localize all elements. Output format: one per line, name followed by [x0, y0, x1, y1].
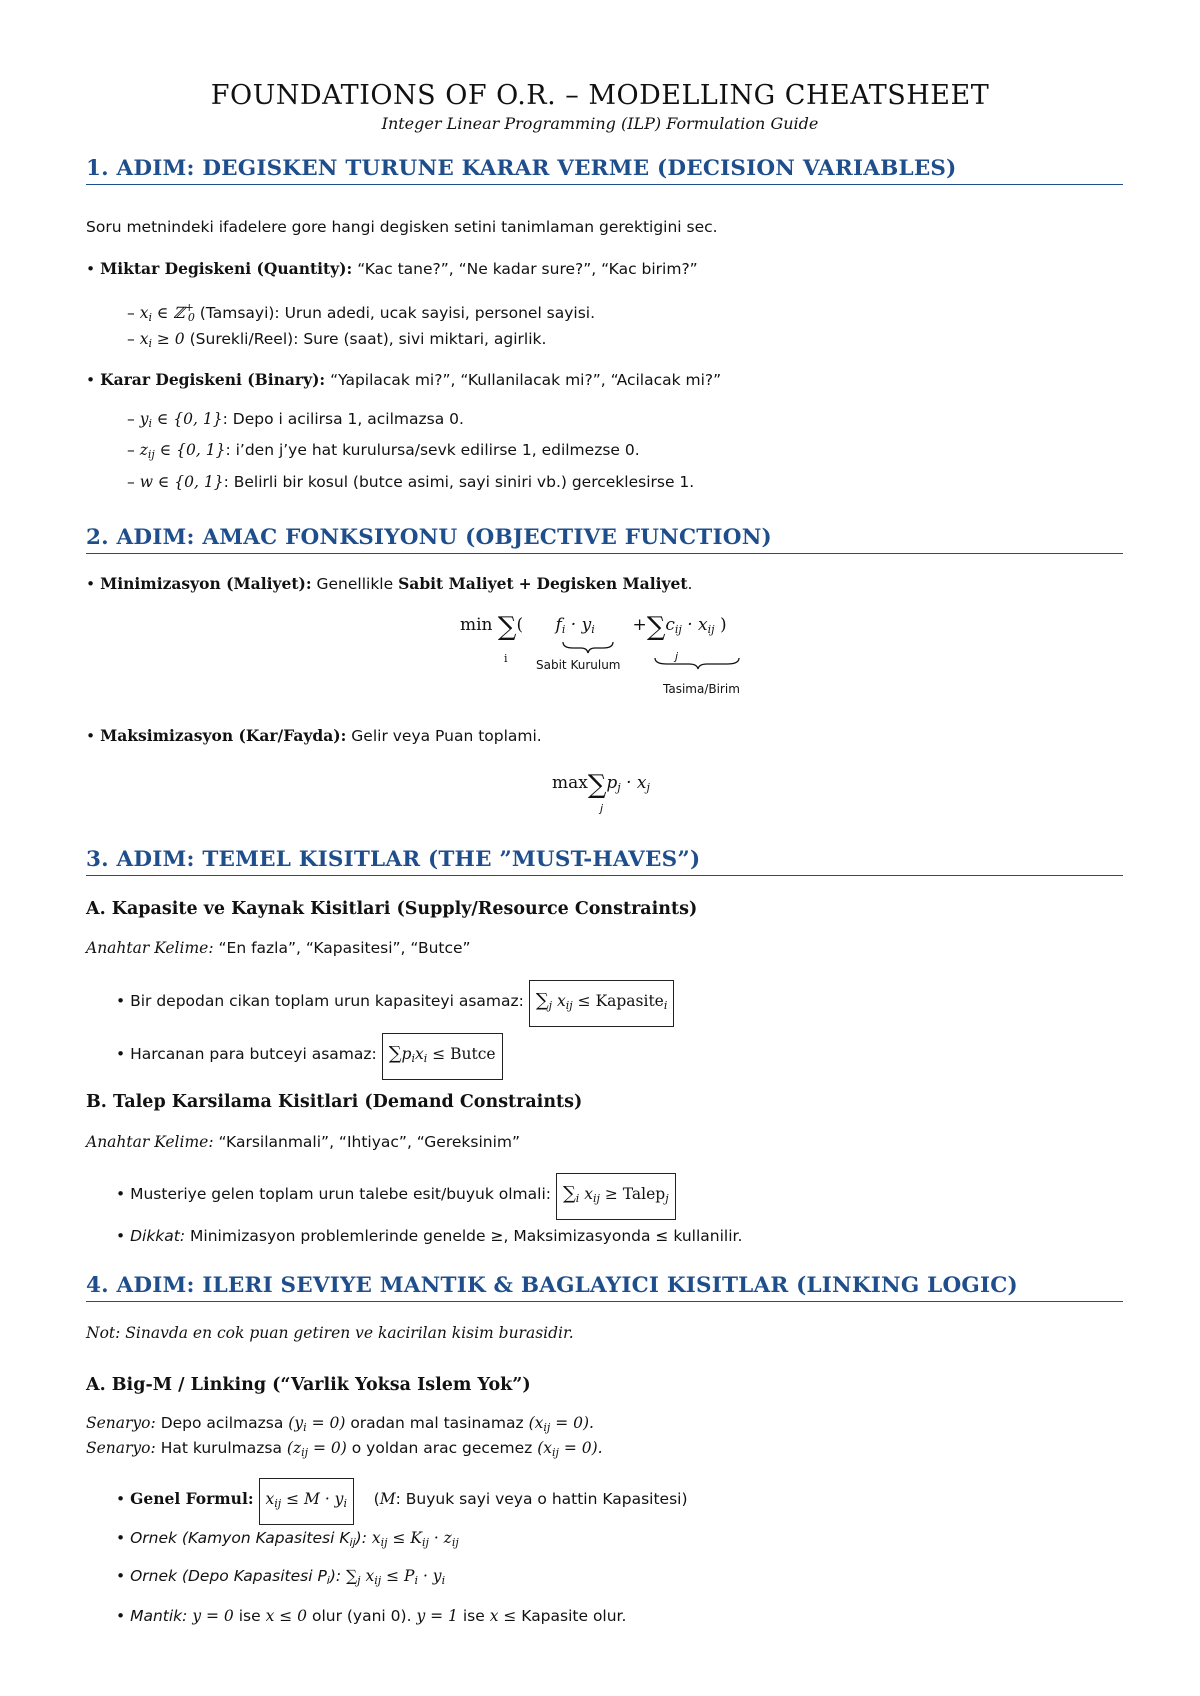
- binary-zij-desc: : i’den j’ye hat kurulursa/sevk edilirse 1, edilmezse 0.: [225, 441, 640, 459]
- capacity-keyword-values: “En fazla”, “Kapasitesi”, “Butce”: [218, 939, 471, 957]
- scenario-label: Senaryo:: [86, 1439, 156, 1457]
- demand-box-label: Talep: [622, 1185, 666, 1203]
- capacity-keywords: [86, 938, 471, 958]
- max-objective-formula: $\max\sum p_j \cdot x_j$: [552, 770, 650, 800]
- section-4-note: Not: Sinavda en cok puan getiren ve kacirilan kisim burasidir.: [86, 1324, 574, 1342]
- section-1-intro: Soru metnindeki ifadelere gore hangi degisken setini tanimlaman gerektigini sec.: [86, 218, 718, 236]
- section-1-heading: 1. ADIM: DEGISKEN TURUNE KARAR VERME (DECISION VARIABLES): [86, 156, 1123, 185]
- binary-yi-line: [127, 409, 464, 434]
- bullet: •: [116, 1185, 126, 1203]
- dash: –: [127, 473, 135, 491]
- formula-y-one: y = 1: [416, 1607, 458, 1625]
- truck-example-text: Ornek (Kamyon Kapasitesi K: [130, 1529, 350, 1547]
- bullet: •: [116, 1567, 126, 1585]
- section-4-heading: 4. ADIM: ILERI SEVIYE MANTIK & BAGLAYICI KISITLAR (LINKING LOGIC): [86, 1273, 1123, 1302]
- bullet: •: [116, 992, 126, 1010]
- min-objective-formula: min ∑ i ( $f_i \cdot y_i$ $+\sum c_{ij} \cdot x_{ij}$ ): [460, 612, 727, 665]
- formula-zij: $z_{ij}$ ∈ {0, 1}: [139, 441, 226, 461]
- budget-formula-box: $\sum p_ix_i$ ≤ Butce: [382, 1033, 503, 1080]
- formula-xij-zero: $(x_{ij} = 0)$.: [528, 1414, 594, 1434]
- capacity-bullet: [116, 980, 674, 1027]
- quantity-variable-item: [86, 259, 698, 279]
- bullet: •: [116, 1045, 126, 1063]
- quantity-text: “Kac tane?”, “Ne kadar sure?”, “Kac birim?”: [357, 260, 698, 278]
- maximization-label: Maksimizasyon (Kar/Fayda):: [100, 726, 347, 745]
- capacity-constraints-title: A. Kapasite ve Kaynak Kisitlari (Supply/Resource Constraints): [86, 899, 698, 919]
- underbrace-transport: [655, 658, 739, 669]
- bigm-linking-title: A. Big-M / Linking (“Varlik Yoksa Islem Yok”): [86, 1375, 531, 1395]
- capacity-box-label: Kapasite: [595, 992, 664, 1010]
- formula-x-le: x ≤: [489, 1607, 517, 1625]
- dash: –: [127, 441, 135, 459]
- attention-text: Minimizasyon problemlerinde genelde ≥, Maksimizasyonda ≤ kullanilir.: [190, 1227, 743, 1245]
- demand-bullet-text: Musteriye gelen toplam urun talebe esit/buyuk olmali:: [130, 1185, 551, 1203]
- keyword-label: Anahtar Kelime:: [86, 1133, 214, 1151]
- maximization-item: [86, 726, 542, 746]
- underbrace-fixed: [563, 642, 613, 653]
- m-symbol: M: [379, 1490, 396, 1508]
- attention-label: Dikkat:: [130, 1227, 186, 1245]
- maximization-text: Gelir veya Puan toplami.: [351, 727, 542, 745]
- formula-xij-zero-2: $(x_{ij} = 0)$.: [537, 1439, 603, 1459]
- truck-capacity-example: [116, 1528, 459, 1553]
- bullet: •: [86, 727, 96, 745]
- fixed-cost-term: Sabit Maliyet: [398, 574, 514, 593]
- budget-bullet-text: Harcanan para butceyi asamaz:: [130, 1045, 377, 1063]
- scenario-2-part-b: o yoldan arac gecemez: [351, 1439, 533, 1457]
- formula-yi-zero: $(y_i = 0)$: [288, 1414, 346, 1434]
- formula-w: w ∈ {0, 1}: [139, 473, 224, 491]
- general-formula-bullet: • Genel Formul: $x_{ij} \le M \cdot y_i$ (M: Buyuk sayi veya o hattin Kapasitesi): [116, 1478, 688, 1525]
- integer-variable-line: [127, 298, 595, 328]
- general-formula-label: Genel Formul:: [130, 1489, 254, 1508]
- demand-bullet: [116, 1173, 676, 1220]
- bullet: •: [116, 1227, 126, 1245]
- capacity-bullet-text: Bir depodan cikan toplam urun kapasiteyi asamaz:: [130, 992, 524, 1010]
- depot-example-label: Ornek (Depo Kapasitesi $P_i$):: [130, 1567, 342, 1587]
- depot-example-formula: $\sum_j$ $x_{ij} \le P_i \cdot y_i$: [346, 1567, 446, 1587]
- formula-yi: $y_i$ ∈ {0, 1}: [139, 410, 223, 430]
- binary-yi-desc: : Depo i acilirsa 1, acilmazsa 0.: [222, 410, 464, 428]
- section-3-heading: 3. ADIM: TEMEL KISITLAR (THE ”MUST-HAVES”): [86, 847, 1123, 876]
- logic-result-2: Kapasite olur.: [521, 1607, 627, 1625]
- capacity-formula-box: $\sum_j$ $x_{ij}$ ≤ Kapasite$_i$: [529, 980, 675, 1027]
- scenario-1-part-a: Depo acilmazsa: [160, 1414, 284, 1432]
- bullet: •: [86, 371, 96, 389]
- logic-bullet: [116, 1606, 626, 1626]
- binary-label: Karar Degiskeni (Binary):: [100, 370, 326, 389]
- minimization-label: Minimizasyon (Maliyet):: [100, 574, 312, 593]
- budget-bullet: [116, 1033, 503, 1080]
- logic-ise-2: ise: [462, 1607, 485, 1625]
- keyword-label: Anahtar Kelime:: [86, 939, 214, 957]
- dash: –: [127, 304, 135, 322]
- minimization-text: Genellikle: [316, 575, 394, 593]
- budget-box-label: Butce: [450, 1045, 496, 1063]
- bullet: •: [116, 1529, 126, 1547]
- quantity-label: Miktar Degiskeni (Quantity):: [100, 259, 353, 278]
- continuous-variable-desc: (Surekli/Reel): Sure (saat), sivi miktari, agirlik.: [189, 330, 547, 348]
- binary-variable-item: [86, 370, 721, 390]
- demand-constraints-title: B. Talep Karsilama Kisitlari (Demand Constraints): [86, 1092, 583, 1112]
- scenario-2: [86, 1438, 603, 1463]
- formula-xi-nonneg: $x_i \ge 0$: [139, 330, 185, 350]
- bullet: •: [86, 575, 96, 593]
- integer-variable-desc: (Tamsayi): Urun adedi, ucak sayisi, personel sayisi.: [199, 304, 596, 322]
- continuous-variable-line: [127, 329, 546, 354]
- binary-w-line: [127, 472, 694, 492]
- dash: –: [127, 330, 135, 348]
- formula-x-le-zero: x ≤ 0: [265, 1607, 308, 1625]
- depot-example-text: Ornek (Depo Kapasitesi P: [130, 1567, 327, 1585]
- formula-xi-integer: $x_i$ ∈ ℤ+$_0$: [139, 301, 195, 324]
- truck-example-formula: $x_{ij} \le K_{ij} \cdot z_{ij}$: [371, 1529, 459, 1549]
- depot-capacity-example: [116, 1566, 445, 1591]
- section-2-heading: 2. ADIM: AMAC FONKSIYONU (OBJECTIVE FUNCTION): [86, 525, 1123, 554]
- demand-keywords: [86, 1132, 520, 1152]
- period: .: [687, 575, 693, 593]
- transport-unit-label: Tasima/Birim: [663, 682, 740, 696]
- general-formula-note: : Buyuk sayi veya o hattin Kapasitesi): [395, 1490, 688, 1508]
- formula-y-zero: y = 0: [192, 1607, 234, 1625]
- max-sum-index: j: [600, 802, 604, 815]
- scenario-1: [86, 1413, 594, 1438]
- attention-bullet: [116, 1226, 742, 1246]
- bullet: •: [86, 260, 96, 278]
- fixed-setup-label: Sabit Kurulum: [536, 658, 621, 672]
- bullet: •: [116, 1607, 126, 1625]
- bullet: •: [116, 1490, 126, 1508]
- binary-text: “Yapilacak mi?”, “Kullanilacak mi?”, “Acilacak mi?”: [330, 371, 722, 389]
- binary-zij-line: [127, 440, 640, 465]
- plus-sign: +: [518, 574, 532, 593]
- logic-result-1: olur (yani 0).: [311, 1607, 412, 1625]
- scenario-2-part-a: Hat kurulmazsa: [160, 1439, 282, 1457]
- logic-label: Mantik:: [130, 1607, 188, 1625]
- dash: –: [127, 410, 135, 428]
- bigm-formula-box: $x_{ij} \le M \cdot y_i$: [259, 1478, 354, 1525]
- scenario-label: Senaryo:: [86, 1414, 156, 1432]
- page-title: FOUNDATIONS OF O.R. – MODELLING CHEATSHEET: [210, 80, 990, 111]
- truck-example-label: Ornek (Kamyon Kapasitesi $K_{ij}$):: [130, 1529, 367, 1549]
- scenario-1-part-b: oradan mal tasinamaz: [350, 1414, 524, 1432]
- formula-zij-zero: $(z_{ij} = 0)$: [286, 1439, 347, 1459]
- sum-index-j: j: [675, 650, 679, 663]
- logic-ise-1: ise: [238, 1607, 261, 1625]
- binary-w-desc: : Belirli bir kosul (butce asimi, sayi siniri vb.) gerceklesirse 1.: [223, 473, 695, 491]
- demand-formula-box: $\sum_i$ $x_{ij}$ ≥ Talep$_j$: [556, 1173, 676, 1220]
- page-subtitle: Integer Linear Programming (ILP) Formulation Guide: [381, 114, 819, 133]
- minimization-item: [86, 574, 692, 594]
- demand-keyword-values: “Karsilanmali”, “Ihtiyac”, “Gereksinim”: [218, 1133, 521, 1151]
- variable-cost-term: Degisken Maliyet: [536, 574, 688, 593]
